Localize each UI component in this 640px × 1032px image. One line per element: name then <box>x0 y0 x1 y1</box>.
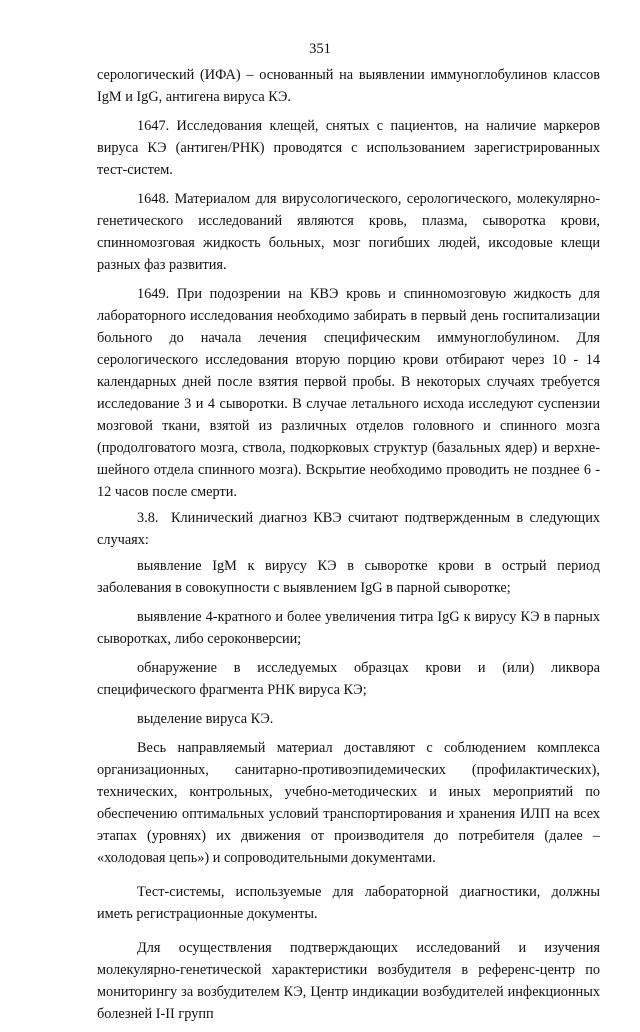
paragraph-1648: 1648. Материалом для вирусологического, серологического, молекулярно-генетического исследований являются кровь, плазма, сыворотка крови, спинномозговая жидкость больных, мозг погибших людей, иксодовые клещи разных фаз развития. <box>97 191 600 273</box>
criterion-igg-titer: выявление 4-кратного и более увеличения титра IgG к вирусу КЭ в парных сыворотках, либо сероконверсии; <box>97 609 600 647</box>
paragraph-cold-chain: Весь направляемый материал доставляют с соблюдением комплекса организационных, санитарно-противоэпидемических (профилактических), технических, контрольных, учебно-методических и иных мероприятий по обеспечению оптимальных условий транспортирования и хранения ИЛП на всех этапах (уровнях) их движения от производителя до потребителя (далее – «холодовая цепь») и сопроводительными документами. <box>97 740 600 866</box>
page-number: 351 <box>309 41 331 57</box>
section-3-8-heading <box>97 507 600 551</box>
paragraph-test-systems: Тест-системы, используемые для лабораторной диагностики, должны иметь регистрационные документы. <box>97 884 600 922</box>
paragraph-serological-method: серологический (ИФА) – основанный на выявлении иммуноглобулинов классов IgM и IgG, антигена вируса КЭ. <box>97 67 600 105</box>
criterion-virus-isolation: выделение вируса КЭ. <box>137 711 274 727</box>
section-number: 3.8. <box>137 510 159 526</box>
paragraph-1647: 1647. Исследования клещей, снятых с пациентов, на наличие маркеров вируса КЭ (антиген/РНК) проводятся с использованием зарегистрированных тест-систем. <box>97 118 600 178</box>
criterion-rna: обнаружение в исследуемых образцах крови и (или) ликвора специфического фрагмента РНК вируса КЭ; <box>97 660 600 698</box>
paragraph-1649: 1649. При подозрении на КВЭ кровь и спинномозговую жидкость для лабораторного исследования необходимо забирать в первый день госпитализации больного до начала лечения специфическим иммуноглобулином. Для серологического исследования вторую порцию крови отбирают через 10 - 14 календарных дней после взятия первой пробы. В некоторых случаях требуется исследование 3 и 4 сыворотки. В случае летального исхода исследуют суспензии мозговой ткани, взятой из различных отделов головного и спинного мозга (продолговатого мозга, ствола, подкорковых структур (базальных ядер) и верхне-шейного отдела спинного мозга). Вскрытие необходимо проводить не позднее 6 - 12 часов после смерти. <box>97 286 600 500</box>
section-title: Клинический диагноз КВЭ считают подтвержденным в следующих случаях: <box>97 510 600 548</box>
paragraph-reference-center: Для осуществления подтверждающих исследований и изучения молекулярно-генетической характеристики возбудителя в референс-центр по мониторингу за возбудителем КЭ, Центр индикации возбудителей инфекционных болезней I-II групп <box>97 940 600 1022</box>
document-body <box>97 64 600 1032</box>
criterion-igm: выявление IgM к вирусу КЭ в сыворотке крови в острый период заболевания в совокупности с выявлением IgG в парной сыворотке; <box>97 558 600 596</box>
